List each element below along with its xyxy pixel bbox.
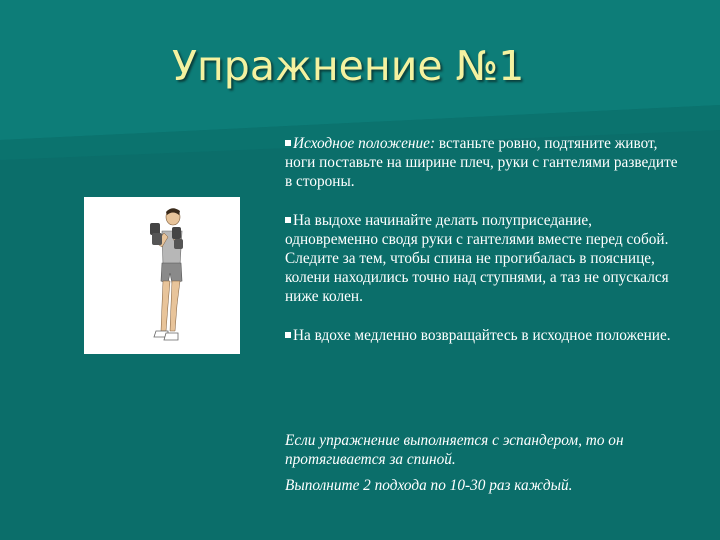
square-bullet-icon: [285, 332, 291, 338]
bullet-list: [285, 134, 685, 365]
bullet-item: [285, 134, 685, 191]
square-bullet-icon: [285, 140, 291, 146]
bullet-text: На вдохе медленно возвращайтесь в исходное положение.: [293, 327, 671, 344]
bullet-text: На выдохе начинайте делать полуприседание, одновременно сводя руки с гантелями вместе перед собой. Следите за тем, чтобы спина не прогибалась в пояснице, колени находились точно над ступнями, а таз не опускался ниже колен.: [285, 212, 669, 305]
square-bullet-icon: [285, 217, 291, 223]
note-repetitions: Выполните 2 подхода по 10-30 раз каждый.: [285, 477, 573, 494]
exercise-image: [84, 197, 240, 354]
notes-block: [285, 431, 705, 502]
bullet-text: встаньте ровно, подтяните живот, ноги поставьте на ширине плеч, руки с гантелями разведите в стороны.: [285, 135, 678, 190]
note-expander: Если упражнение выполняется с эспандером, то он протягивается за спиной.: [285, 432, 624, 468]
bullet-item: [285, 211, 685, 306]
bullet-item: [285, 326, 685, 345]
person-with-dumbbells-icon: [84, 197, 240, 354]
slide-title: Упражнение №1: [172, 42, 525, 90]
bullet-lead: Исходное положение:: [293, 135, 436, 152]
